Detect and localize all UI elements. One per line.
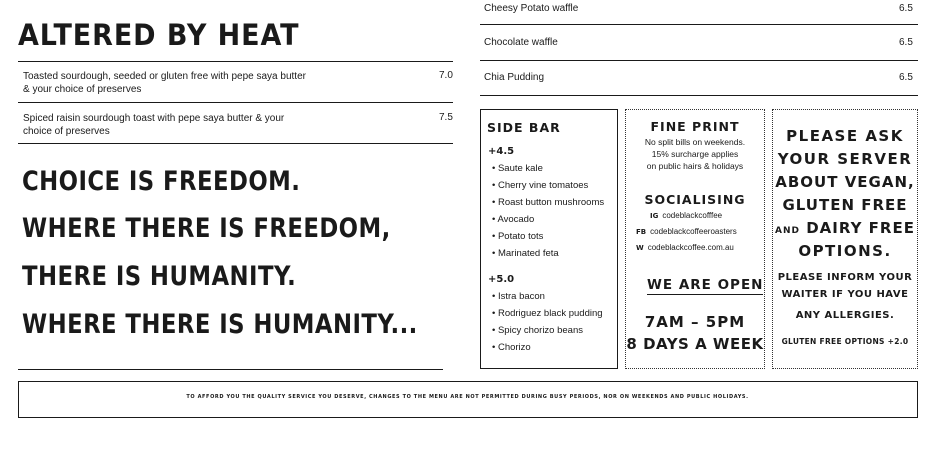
- side-item: • Chorizo: [492, 342, 531, 353]
- menu-item-name: Chia Pudding: [484, 72, 545, 83]
- divider: [480, 95, 918, 96]
- menu-item-price: 6.5: [899, 72, 913, 83]
- slogan-line: WHERE THERE IS FREEDOM,: [22, 213, 391, 244]
- menu-item-price: 7.0: [439, 70, 453, 81]
- divider: [18, 143, 453, 144]
- divider: [480, 24, 918, 25]
- side-item: • Cherry vine tomatoes: [492, 180, 589, 191]
- open-hours-time: 7AM – 5PM: [644, 313, 746, 331]
- open-hours-days: 8 DAYS A WEEK: [626, 335, 764, 353]
- divider: [18, 369, 443, 370]
- allergy-line: PLEASE INFORM YOUR: [777, 272, 913, 283]
- side-item: • Potato tots: [492, 231, 544, 242]
- social-link-website: W codeblackcoffee.com.au: [636, 243, 734, 252]
- menu-item-name: Chocolate waffle: [484, 37, 558, 48]
- menu-item-name: Cheesy Potato waffle: [484, 3, 579, 14]
- side-item: • Spicy chorizo beans: [492, 325, 583, 336]
- side-price: +4.5: [488, 146, 515, 157]
- divider: [18, 102, 453, 103]
- menu-item-price: 6.5: [899, 3, 913, 14]
- menu-item-description: Spiced raisin sourdough toast with pepe saya butter & your choice of preserves: [23, 113, 285, 137]
- ask-line: AND DAIRY FREE: [775, 219, 915, 237]
- ask-line: GLUTEN FREE: [782, 196, 908, 214]
- side-item: • Rodriguez black pudding: [492, 308, 603, 319]
- ask-line: YOUR SERVER: [777, 150, 913, 168]
- menu-item-description: Toasted sourdough, seeded or gluten free with pepe saya butter & your choice of preserves: [23, 71, 306, 95]
- open-hours-title: WE ARE OPEN: [647, 277, 764, 293]
- slogan-line: CHOICE IS FREEDOM.: [22, 166, 301, 197]
- ask-line: PLEASE ASK: [786, 127, 904, 145]
- side-item: • Avocado: [492, 214, 535, 225]
- side-bar-box: [480, 109, 618, 369]
- menu-item-price: 7.5: [439, 112, 453, 123]
- social-link-instagram: IG codeblackcofffee: [650, 211, 723, 220]
- side-bar-title: SIDE BAR: [487, 120, 561, 135]
- fine-print-line: 15% surcharge applies: [651, 149, 739, 159]
- divider: [480, 60, 918, 61]
- gluten-free-note: GLUTEN FREE OPTIONS +2.0: [781, 337, 909, 346]
- side-item: • Istra bacon: [492, 291, 545, 302]
- footer-notice: TO AFFORD YOU THE QUALITY SERVICE YOU DESERVE, CHANGES TO THE MENU ARE NOT PERMITTED DURING BUSY PERIODS, NOR ON WEEKENDS AND PUBLIC HOLIDAYS.: [186, 394, 749, 400]
- divider: [18, 61, 453, 62]
- side-item: • Roast button mushrooms: [492, 197, 605, 208]
- socialising-title: SOCIALISING: [644, 192, 746, 207]
- fine-print-title: FINE PRINT: [650, 119, 740, 134]
- fine-print-line: on public hairs & holidays: [646, 161, 744, 171]
- slogan-line: WHERE THERE IS HUMANITY...: [22, 309, 418, 340]
- menu-item-price: 6.5: [899, 37, 913, 48]
- slogan-line: THERE IS HUMANITY.: [22, 261, 297, 292]
- side-price: +5.0: [488, 274, 515, 285]
- ask-line: ABOUT VEGAN,: [775, 173, 915, 191]
- section-title-altered-by-heat: ALTERED BY HEAT: [18, 18, 300, 52]
- fine-print-box: [625, 109, 765, 369]
- ask-line: OPTIONS.: [798, 242, 892, 260]
- fine-print-line: No split bills on weekends.: [644, 137, 746, 147]
- allergy-line: WAITER IF YOU HAVE: [781, 289, 909, 300]
- dietary-options-box: [772, 109, 918, 369]
- social-link-facebook: FB codeblackcoffeeroasters: [636, 227, 737, 236]
- side-item: • Marinated feta: [492, 248, 559, 259]
- allergy-line: ANY ALLERGIES.: [795, 310, 895, 321]
- footer-notice-box: [18, 381, 918, 418]
- side-item: • Saute kale: [492, 163, 543, 174]
